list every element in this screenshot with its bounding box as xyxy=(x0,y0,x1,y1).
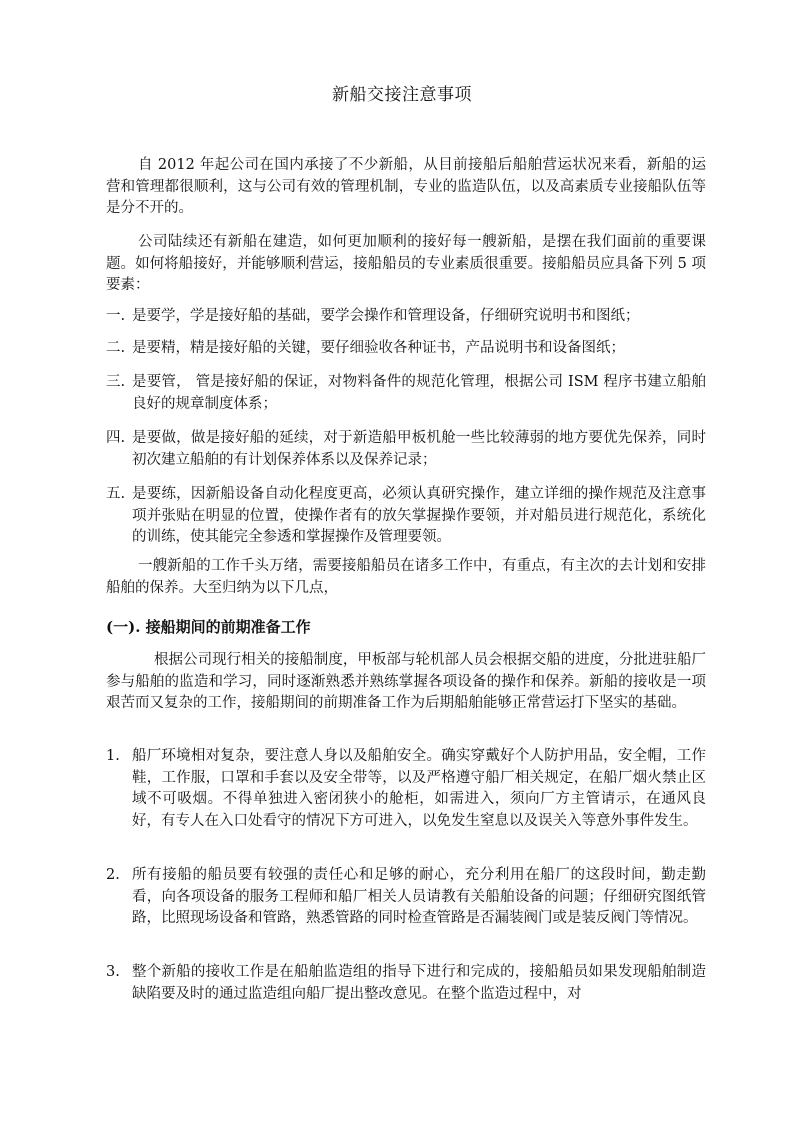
numbered-text-2: 所有接船的船员要有较强的责任心和足够的耐心，充分利用在船厂的这段时间，勤走勤看，向各项设备的服务工程师和船厂相关人员请教有关船舶设备的问题；仔细研究图纸管路，比照现场设备和管路，熟悉管路的同时检查管路是否漏装阀门或是装反阀门等情况。 xyxy=(132,867,706,926)
summary-paragraph: 一艘新船的工作千头万绪，需要接船船员在诸多工作中，有重点，有主次的去计划和安排船舶的保养。大至归纳为以下几点， xyxy=(106,558,706,596)
element-item-3 xyxy=(106,372,706,415)
numbered-marker-1: 1. xyxy=(106,748,120,764)
numbered-item-1 xyxy=(106,746,706,832)
numbered-item-3 xyxy=(106,962,706,1005)
element-item-4 xyxy=(106,428,706,471)
element-item-2 xyxy=(106,338,706,360)
element-marker-4: 四. xyxy=(106,430,126,446)
numbered-marker-2: 2. xyxy=(106,867,120,883)
element-item-1 xyxy=(106,306,706,328)
element-text-1: 是要学，学是接好船的基础，要学会操作和管理设备，仔细研究说明书和图纸； xyxy=(132,308,640,324)
element-text-5: 是要练，因新船设备自动化程度更高，必须认真研究操作，建立详细的操作规范及注意事项并张贴在明显的位置，使操作者有的放矢掌握操作要领，并对船员进行规范化，系统化的训练，使其能完全参透和掌握操作及管理要领。 xyxy=(132,486,706,545)
element-marker-2: 二. xyxy=(106,340,126,356)
element-text-3: 是要管， 管是接好船的保证，对物料备件的规范化管理，根据公司 ISM 程序书建立船舶良好的规章制度体系； xyxy=(132,374,706,412)
numbered-marker-3: 3. xyxy=(106,964,120,980)
section-heading: (一). 接船期间的前期准备工作 xyxy=(106,618,311,636)
section-intro-paragraph: 根据公司现行相关的接船制度，甲板部与轮机部人员会根据交船的进度，分批进驻船厂参与船舶的监造和学习，同时逐渐熟悉并熟练掌握各项设备的操作和保养。新船的接收是一项艰苦而又复杂的工作，接船期间的前期准备工作为后期船舶能够正常营运打下坚实的基础。 xyxy=(106,652,706,711)
element-marker-3: 三. xyxy=(106,374,126,390)
document-title: 新船交接注意事项 xyxy=(332,85,472,105)
element-marker-1: 一. xyxy=(106,308,126,324)
element-text-4: 是要做，做是接好船的延续，对于新造船甲板机舱一些比较薄弱的地方要优先保养，同时初次建立船舶的有计划保养体系以及保养记录； xyxy=(132,430,706,468)
intro-paragraph-1: 自 2012 年起公司在国内承接了不少新船，从目前接船后船舶营运状况来看，新船的运营和管理都很顺利，这与公司有效的管理机制，专业的监造队伍，以及高素质专业接船队伍等是分不开的。 xyxy=(106,157,706,216)
intro-paragraph-2: 公司陆续还有新船在建造，如何更加顺利的接好每一艘新船，是摆在我们面前的重要课题。如何将船接好，并能够顺利营运，接船船员的专业素质很重要。接船船员应具备下列 5 项要素： xyxy=(106,234,706,293)
numbered-text-1: 船厂环境相对复杂，要注意人身以及船舶安全。确实穿戴好个人防护用品，安全帽，工作鞋，工作服，口罩和手套以及安全带等，以及严格遵守船厂相关规定，在船厂烟火禁止区域不可吸烟。不得单独进入密闭狭小的舱柜，如需进入，须向厂方主管请示，在通风良好，有专人在入口处看守的情况下方可进入，以免发生窒息以及误关入等意外事件发生。 xyxy=(132,748,706,829)
element-item-5 xyxy=(106,484,706,549)
element-text-2: 是要精，精是接好船的关键，要仔细验收各种证书，产品说明书和设备图纸； xyxy=(132,340,625,356)
numbered-item-2 xyxy=(106,865,706,930)
element-marker-5: 五. xyxy=(106,486,126,502)
numbered-text-3: 整个新船的接收工作是在船舶监造组的指导下进行和完成的，接船船员如果发现船舶制造缺陷要及时的通过监造组向船厂提出整改意见。在整个监造过程中，对 xyxy=(132,964,706,1002)
